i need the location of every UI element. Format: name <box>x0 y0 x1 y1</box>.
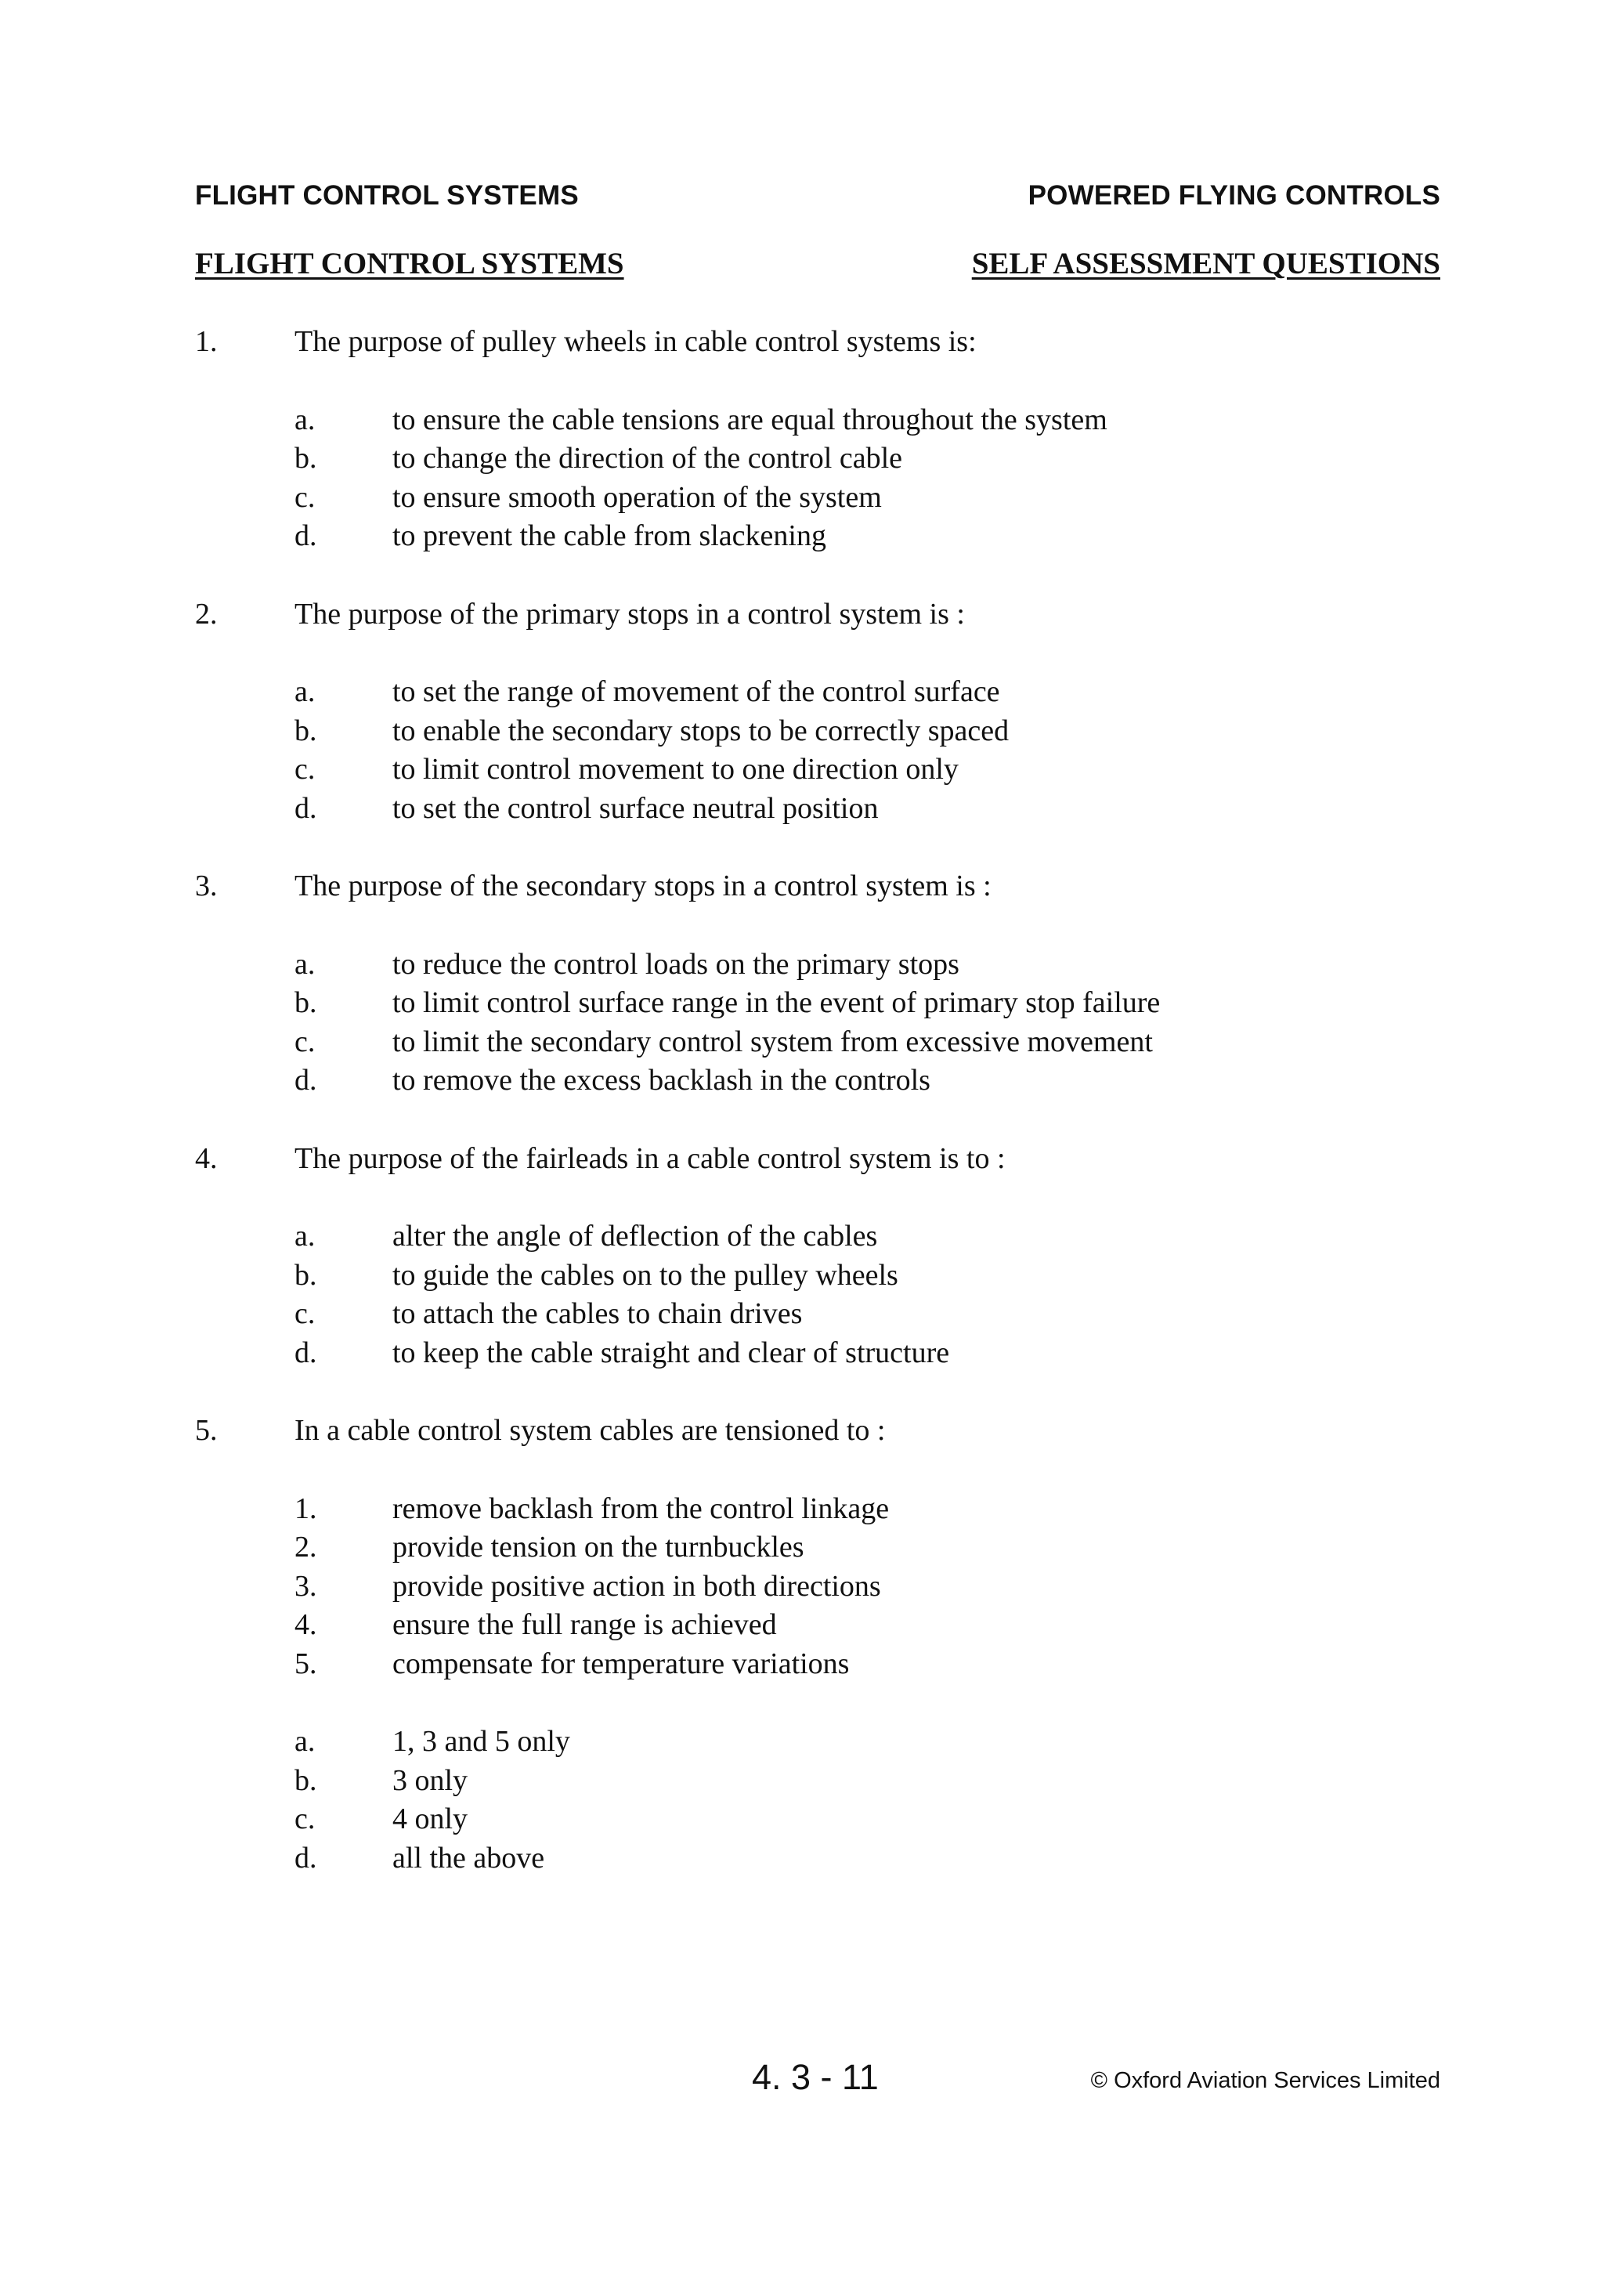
answer-option-d <box>195 1839 1464 1878</box>
option-text: to ensure smooth operation of the system <box>392 480 882 514</box>
option-text: 3 only <box>392 1763 468 1797</box>
answer-options <box>195 673 1464 828</box>
statement-number: 3. <box>294 1569 317 1603</box>
statement-number: 5. <box>294 1647 317 1680</box>
answer-options <box>195 401 1464 556</box>
statement-item-5 <box>195 1645 1464 1684</box>
answer-option-a <box>195 401 1464 440</box>
statement-number: 1. <box>294 1491 317 1525</box>
option-text: to guide the cables on to the pulley wheels <box>392 1258 898 1292</box>
option-text: all the above <box>392 1841 545 1875</box>
answer-options <box>195 1723 1464 1878</box>
answer-option-c <box>195 479 1464 518</box>
statement-item-2 <box>195 1528 1464 1567</box>
option-text: to reduce the control loads on the primary stops <box>392 947 959 981</box>
answer-option-b <box>195 984 1464 1023</box>
answer-option-c <box>195 750 1464 790</box>
statement-text: remove backlash from the control linkage <box>392 1491 890 1525</box>
option-text: 4 only <box>392 1802 468 1835</box>
option-label: a. <box>294 1220 316 1253</box>
answer-option-d <box>195 517 1464 556</box>
option-text: to attach the cables to chain drives <box>392 1297 803 1330</box>
question-3 <box>195 867 1464 1101</box>
answer-option-a <box>195 1217 1464 1256</box>
option-text: to limit control surface range in the event of primary stop failure <box>392 986 1161 1019</box>
option-label: a. <box>294 1725 316 1758</box>
question-stem <box>195 867 1464 906</box>
question-stem <box>195 323 1464 362</box>
statement-number: 4. <box>294 1608 317 1641</box>
option-text: alter the angle of deflection of the cables <box>392 1220 878 1253</box>
option-text: to enable the secondary stops to be correctly spaced <box>392 714 1010 747</box>
section-subtitle: SELF ASSESSMENT QUESTIONS <box>971 247 1440 280</box>
question-text: The purpose of the secondary stops in a control system is : <box>294 870 992 902</box>
question-number: 1. <box>195 325 218 358</box>
running-header-right: POWERED FLYING CONTROLS <box>1028 180 1440 211</box>
question-2 <box>195 595 1464 829</box>
option-label: a. <box>294 403 316 436</box>
option-label: b. <box>294 1258 317 1292</box>
answer-option-a <box>195 946 1464 985</box>
answer-option-d <box>195 1061 1464 1101</box>
option-label: c. <box>294 753 316 786</box>
option-label: d. <box>294 791 317 825</box>
question-number: 2. <box>195 597 218 631</box>
option-text: to remove the excess backlash in the controls <box>392 1064 930 1097</box>
statement-item-3 <box>195 1567 1464 1607</box>
answer-options <box>195 946 1464 1101</box>
option-label: c. <box>294 1802 316 1835</box>
option-label: d. <box>294 519 317 552</box>
statement-text: provide positive action in both directions <box>392 1569 881 1603</box>
answer-option-a <box>195 1723 1464 1762</box>
question-4 <box>195 1140 1464 1373</box>
question-number: 4. <box>195 1141 218 1175</box>
answer-option-b <box>195 1256 1464 1296</box>
answer-option-c <box>195 1295 1464 1334</box>
option-text: to prevent the cable from slackening <box>392 519 826 552</box>
question-list <box>195 323 1464 1917</box>
option-text: 1, 3 and 5 only <box>392 1725 570 1758</box>
option-text: to change the direction of the control cable <box>392 442 903 475</box>
statement-text: compensate for temperature variations <box>392 1647 850 1680</box>
question-text: The purpose of the fairleads in a cable control system is to : <box>294 1141 1006 1175</box>
question-stem <box>195 595 1464 635</box>
answer-options <box>195 1217 1464 1372</box>
option-text: to set the range of movement of the control surface <box>392 675 1000 708</box>
option-label: c. <box>294 480 316 514</box>
option-label: d. <box>294 1064 317 1097</box>
question-text: In a cable control system cables are tensioned to : <box>294 1414 886 1447</box>
statement-text: ensure the full range is achieved <box>392 1608 777 1641</box>
option-text: to limit the secondary control system from excessive movement <box>392 1025 1153 1058</box>
answer-option-a <box>195 673 1464 712</box>
option-text: to keep the cable straight and clear of structure <box>392 1336 950 1369</box>
answer-option-b <box>195 439 1464 479</box>
option-label: b. <box>294 1763 317 1797</box>
option-label: c. <box>294 1297 316 1330</box>
option-label: b. <box>294 986 317 1019</box>
section-title: FLIGHT CONTROL SYSTEMS <box>195 247 624 280</box>
option-label: d. <box>294 1336 317 1369</box>
question-number: 3. <box>195 870 218 902</box>
answer-option-d <box>195 790 1464 829</box>
option-label: a. <box>294 947 316 981</box>
page-number: 4. 3 - 11 <box>752 2057 879 2097</box>
statement-item-1 <box>195 1490 1464 1529</box>
statement-number: 2. <box>294 1531 317 1564</box>
running-header-left: FLIGHT CONTROL SYSTEMS <box>195 180 579 211</box>
answer-option-b <box>195 712 1464 751</box>
option-text: to limit control movement to one direction only <box>392 753 959 786</box>
option-label: b. <box>294 714 317 747</box>
answer-option-d <box>195 1334 1464 1373</box>
question-stem <box>195 1412 1464 1451</box>
answer-option-c <box>195 1800 1464 1839</box>
option-label: d. <box>294 1841 317 1875</box>
statement-list <box>195 1490 1464 1684</box>
option-label: a. <box>294 675 316 708</box>
option-label: b. <box>294 442 317 475</box>
option-text: to set the control surface neutral position <box>392 791 879 825</box>
question-stem <box>195 1140 1464 1179</box>
question-text: The purpose of the primary stops in a control system is : <box>294 597 965 631</box>
option-text: to ensure the cable tensions are equal throughout the system <box>392 403 1107 436</box>
statement-item-4 <box>195 1606 1464 1645</box>
option-label: c. <box>294 1025 316 1058</box>
answer-option-b <box>195 1762 1464 1801</box>
statement-text: provide tension on the turnbuckles <box>392 1531 804 1564</box>
question-1 <box>195 323 1464 556</box>
question-text: The purpose of pulley wheels in cable control systems is: <box>294 325 977 358</box>
question-5 <box>195 1412 1464 1878</box>
answer-option-c <box>195 1023 1464 1062</box>
question-number: 5. <box>195 1414 218 1447</box>
copyright-notice: © Oxford Aviation Services Limited <box>1090 2068 1440 2093</box>
